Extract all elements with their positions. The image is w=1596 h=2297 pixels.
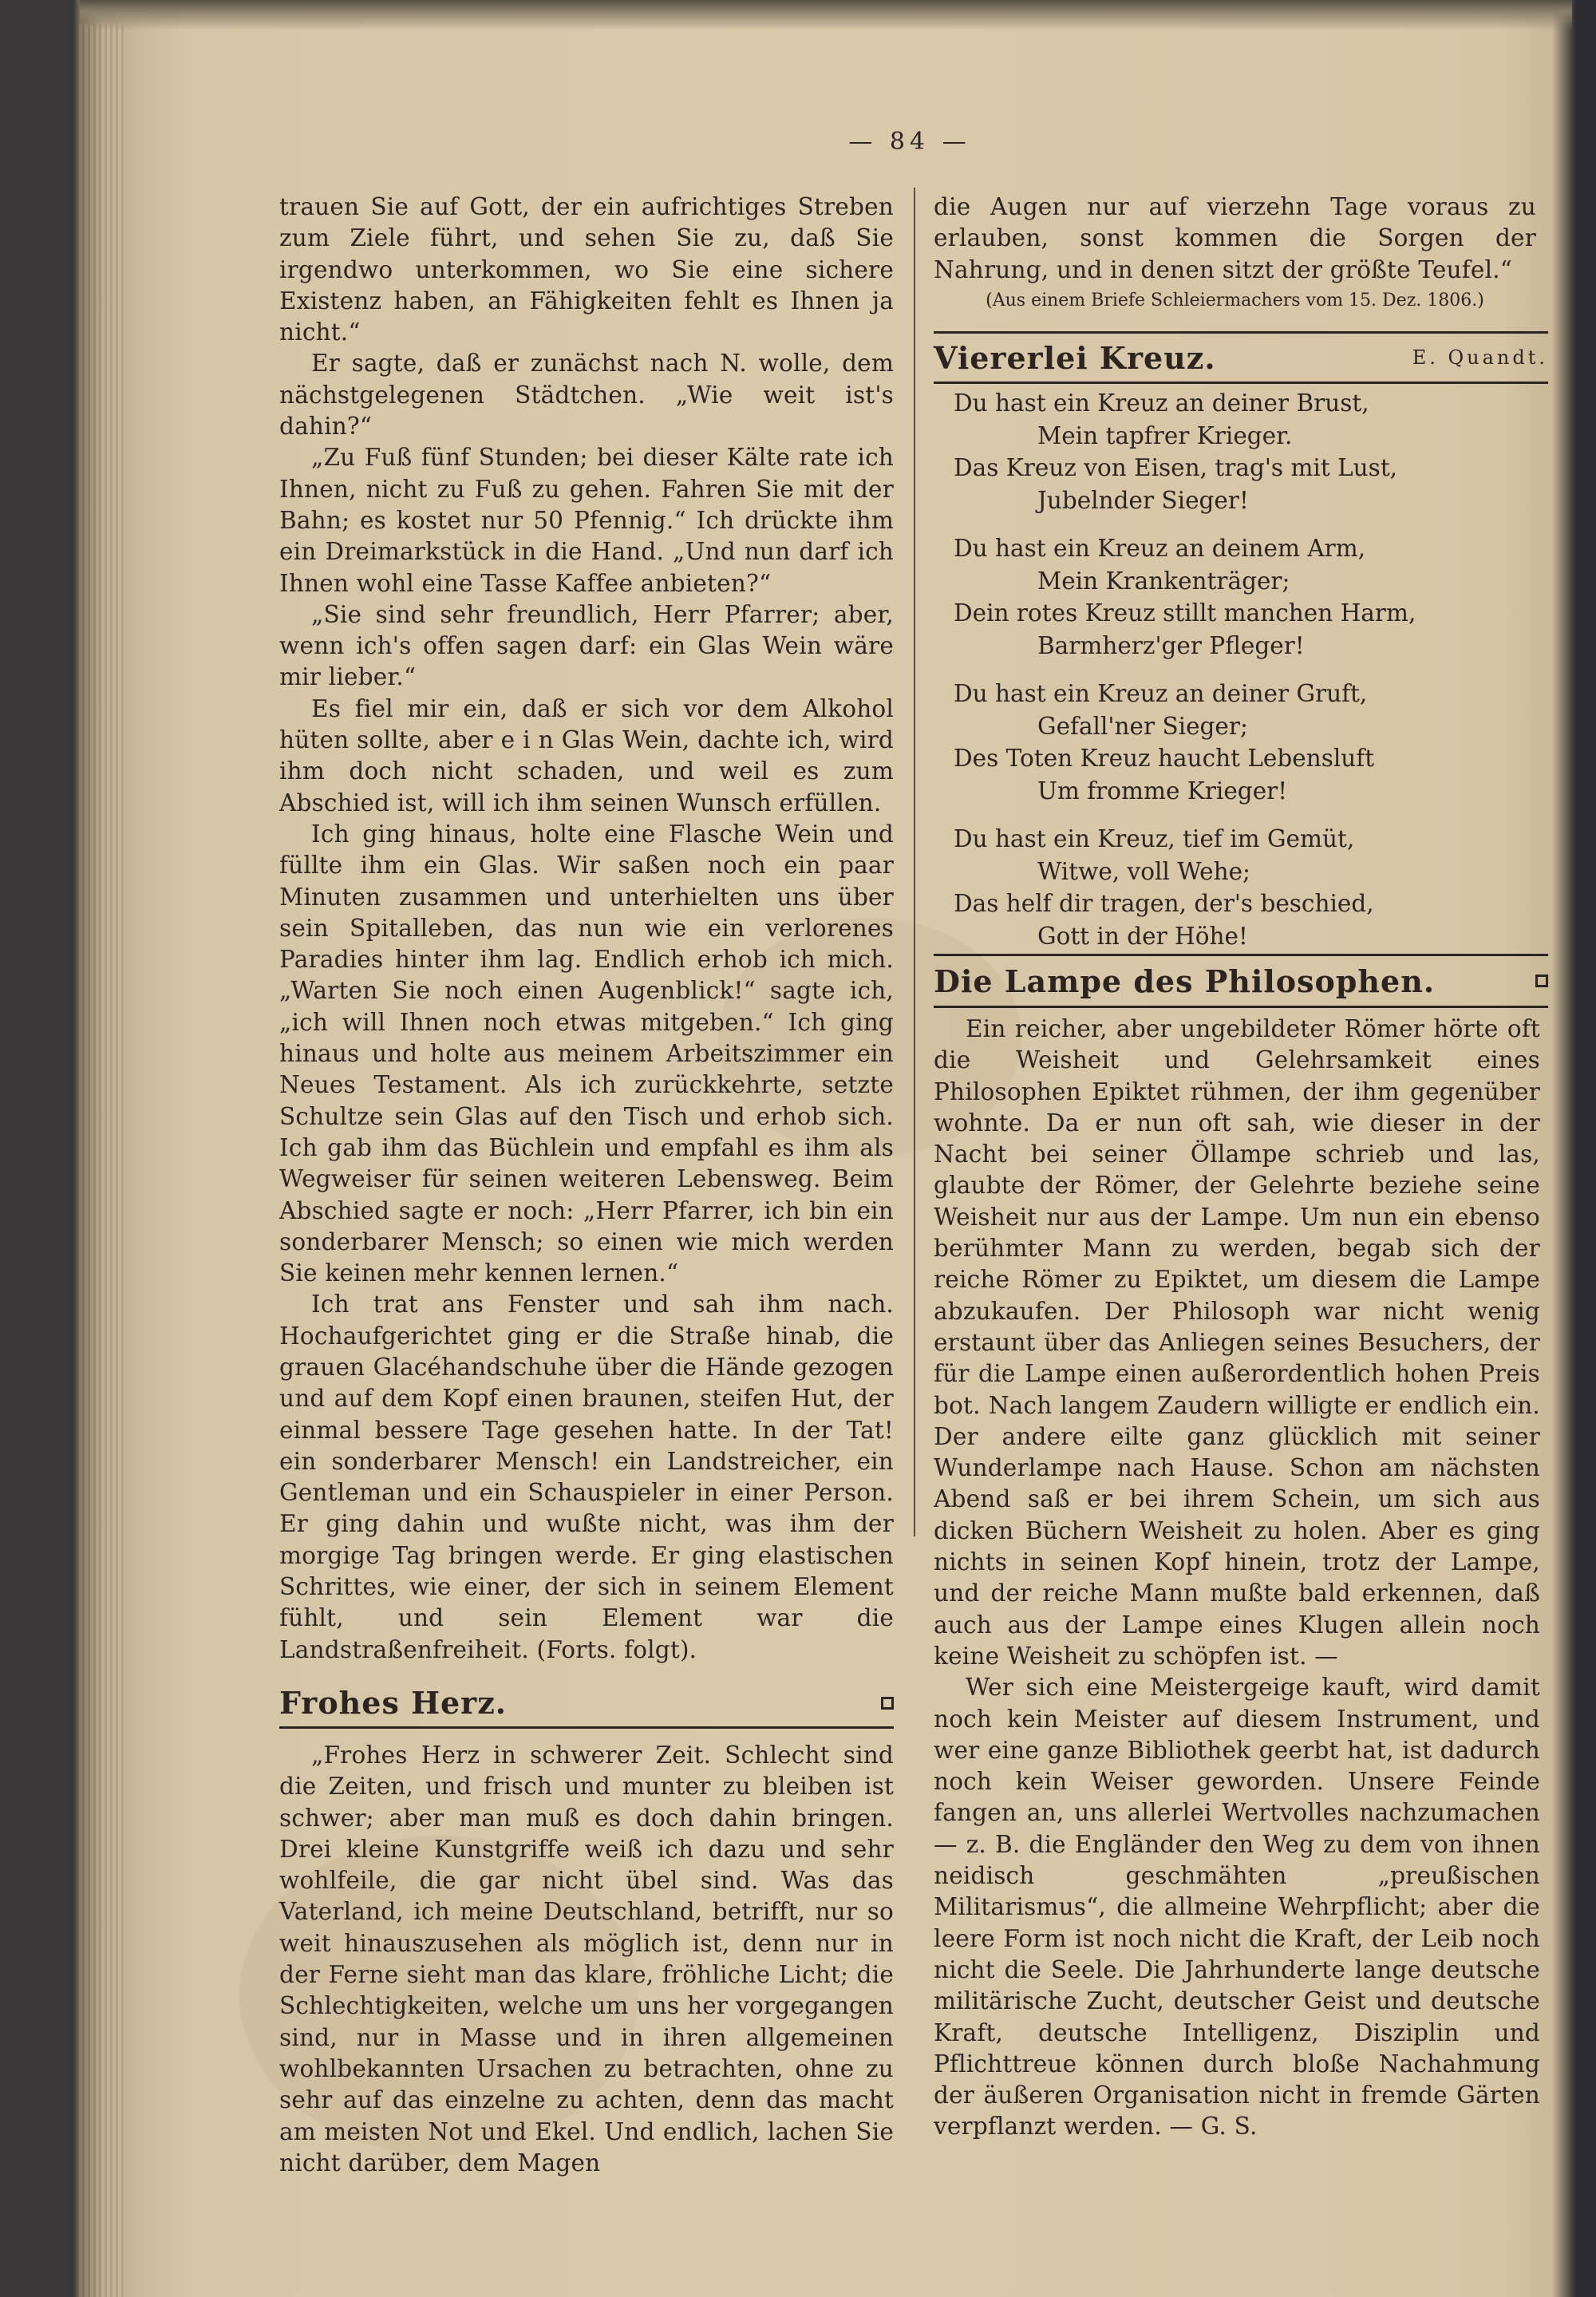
page-number: — 84 — [848, 128, 971, 156]
poem-line: Du hast ein Kreuz an deinem Arm, [954, 535, 1366, 562]
book-page-edges [77, 24, 124, 2297]
paragraph: „Frohes Herz in schwerer Zeit. Schlecht sind die Zeiten, und frisch und munter zu bleiben ist schwer; aber man muß es doch dahin bringen. Drei kleine Kunstgriffe weiß ich dazu und sehr wohlfeile, die gar nicht übel sind. Was das Vaterland, ich meine Deutschland, betrifft, nur so weit hinauszusehen als möglich ist, denn nur in der Ferne sieht man das klare, fröhliche Licht; die Schlechtigkeiten, welche um uns her vorgegangen sind, nur in Masse und in ihren allgemeinen wohlbekannten Ursachen zu betrachten, ohne zu sehr auf das einzelne zu achten, denn das macht am meisten Not und Ekel. Und endlich, lachen Sie nicht darüber, dem Magen [279, 1741, 894, 2176]
poem-line: Jubelnder Sieger! [1037, 486, 1249, 514]
section-heading-frohes-herz [279, 1680, 894, 1729]
poem-line: Das helf dir tragen, der's beschied, [954, 890, 1374, 917]
right-column-top [934, 192, 1536, 286]
top-binding-shadow [80, 0, 1572, 30]
poem-line: Mein Krankenträger; [1037, 567, 1290, 595]
paragraph: trauen Sie auf Gott, der ein aufrichtiges Streben zum Ziele führt, und sehen Sie zu, daß Sie irgendwo unterkommen, wo Sie eine sichere Existenz haben, an Fähigkeiten fehlt es Ihnen ja nicht.“ [279, 193, 894, 346]
section-title: Die Lampe des Philosophen. [934, 963, 1436, 999]
paragraph: Ein reicher, aber ungebildeter Römer hörte oft die Weisheit und Gelehrsamkeit eines Philosophen Epiktet rühmen, der ihm gegenüber wohnte. Da er nun oft sah, wie dieser in der Nacht bei seiner Öllampe schrieb und las, glaubte der Römer, der Gelehrte beziehe seine Weisheit nur aus der Lampe. Um nun ein ebenso berühmter Mann zu werden, begab sich der reiche Römer zu Epiktet, um diesem die Lampe abzukaufen. Der Philosoph war nicht wenig erstaunt über das Anliegen seines Besuchers, der für die Lampe einen außerordentlich hohen Preis bot. Nach langem Zaudern willigte er endlich ein. Der andere eilte ganz glücklich mit seiner Wunderlampe nach Hause. Schon am nächsten Abend saß er bei ihrem Schein, um sich aus dicken Büchern Weisheit zu holen. Aber es ging nichts in seinen Kopf hinein, trotz der Lampe, und der reiche Mann mußte bald erkennen, daß auch aus der Lampe eines Klugen allein noch keine Weisheit zu schöpfen ist. — [934, 1015, 1540, 1670]
poem-author: E. Quandt. [1412, 346, 1548, 369]
paragraph: Er sagte, daß er zunächst nach N. wolle, dem nächstgelegenen Städtchen. „Wie weit ist's dahin?“ [279, 350, 894, 441]
paragraph: die Augen nur auf vierzehn Tage voraus zu erlauben, sonst kommen die Sorgen der Nahrung, und in denen sitzt der größte Teufel.“ [934, 193, 1536, 283]
poem-line: Das Kreuz von Eisen, trag's mit Lust, [954, 454, 1398, 481]
poem-line: Gefall'ner Sieger; [1037, 712, 1248, 740]
poem-line: Witwe, voll Wehe; [1037, 857, 1250, 885]
poem-line: Barmherz'ger Pfleger! [1037, 631, 1305, 659]
source-citation: (Aus einem Briefe Schleiermachers vom 15. Dez. 1806.) [986, 291, 1484, 310]
square-ornament-icon [881, 1697, 894, 1710]
section-heading-lampe [934, 954, 1548, 1008]
poem-line: Du hast ein Kreuz an deiner Brust, [954, 389, 1369, 417]
poem-line: Dein rotes Kreuz stillt manchen Harm, [954, 599, 1416, 627]
paragraph: „Zu Fuß fünf Stunden; bei dieser Kälte rate ich Ihnen, nicht zu Fuß zu gehen. Fahren Sie mit der Bahn; es kostet nur 50 Pfennig.“ Ich drückte ihm ein Dreimarkstück in die Hand. „Und nun darf ich Ihnen wohl eine Tasse Kaffee anbieten?“ [279, 444, 894, 597]
section-title: Frohes Herz. [279, 1685, 508, 1722]
column-rule [914, 188, 915, 1536]
left-column [279, 192, 894, 2179]
right-column-bottom [934, 1014, 1540, 2143]
paragraph: Ich ging hinaus, holte eine Flasche Wein und füllte ihm ein Glas. Wir saßen noch ein paar Minuten zusammen und unterhielten uns über sein Spitalleben, das nun wie ein verlorenes Paradies hinter ihm lag. Endlich erhob ich mich. „Warten Sie noch einen Augenblick!“ sagte ich, „ich will Ihnen noch etwas mitgeben.“ Ich ging hinaus und holte aus meinem Arbeitszimmer ein Neues Testament. Als ich zurückkehrte, setzte Schultze sein Glas auf den Tisch und erhob sich. Ich gab ihm das Büchlein und empfahl es ihm als Wegweiser für seinen weiteren Lebensweg. Beim Abschied sagte er noch: „Herr Pfarrer, ich bin ein sonderbarer Mensch; so einen wie mich werden Sie keinen mehr kennen lernen.“ [279, 820, 894, 1287]
square-ornament-icon [1535, 975, 1548, 987]
paragraph: Es fiel mir ein, daß er sich vor dem Alkohol hüten sollte, aber e i n Glas Wein, dachte ich, wird ihm doch nicht schaden, und weil es zum Abschied ist, will ich ihm seinen Wunsch erfüllen. [279, 694, 894, 816]
paragraph: Ich trat ans Fenster und sah ihm nach. Hochaufgerichtet ging er die Straße hinab, die grauen Glacéhandschuhe über die Hände gezogen und auf dem Kopf einen braunen, steifen Hut, der einmal bessere Tage gesehen hatte. In der Tat! ein sonderbarer Mensch! ein Landstreicher, ein Gentleman und ein Schauspieler in einer Person. Er ging dahin und wußte nicht, was ihm der morgige Tag bringen werde. Er ging elastischen Schrittes, wie einer, der sich in seinem Element fühlt, und sein Element war die Landstraßenfreiheit. (Forts. folgt). [279, 1291, 894, 1663]
paragraph: Wer sich eine Meistergeige kauft, wird damit noch kein Meister auf diesem Instrument, und wer eine ganze Bibliothek geerbt hat, ist dadurch noch kein Weiser geworden. Unsere Feinde fangen an, uns allerlei Wertvolles nachzumachen — z. B. die Engländer den Weg zu dem von ihnen neidisch geschmähten „preußischen Militarismus“, die allmeine Wehrpflicht; aber die leere Form ist noch nicht die Kraft, der Leib noch nicht die Seele. Die Jahrhunderte lange deutsche militärische Zucht, deutscher Geist und deutsche Kraft, deutsche Intelligenz, Disziplin und Pflichttreue können durch bloße Nachahmung der äußeren Organisation nicht in fremde Gärten verpflanzt werden. — G. S. [934, 1674, 1540, 2141]
poem-line: Mein tapfrer Krieger. [1037, 421, 1293, 449]
section-heading-viererlei-kreuz [934, 331, 1548, 384]
poem-line: Des Toten Kreuz haucht Lebensluft [954, 745, 1375, 772]
poem [954, 387, 1528, 952]
poem-line: Gott in der Höhe! [1037, 922, 1248, 950]
poem-line: Du hast ein Kreuz an deiner Gruft, [954, 680, 1368, 707]
poem-title: Viererlei Kreuz. [934, 339, 1216, 376]
paragraph: „Sie sind sehr freundlich, Herr Pfarrer; aber, wenn ich's offen sagen darf: ein Glas Wein wäre mir lieber.“ [279, 600, 894, 691]
poem-line: Um fromme Krieger! [1037, 777, 1288, 805]
poem-line: Du hast ein Kreuz, tief im Gemüt, [954, 825, 1355, 852]
